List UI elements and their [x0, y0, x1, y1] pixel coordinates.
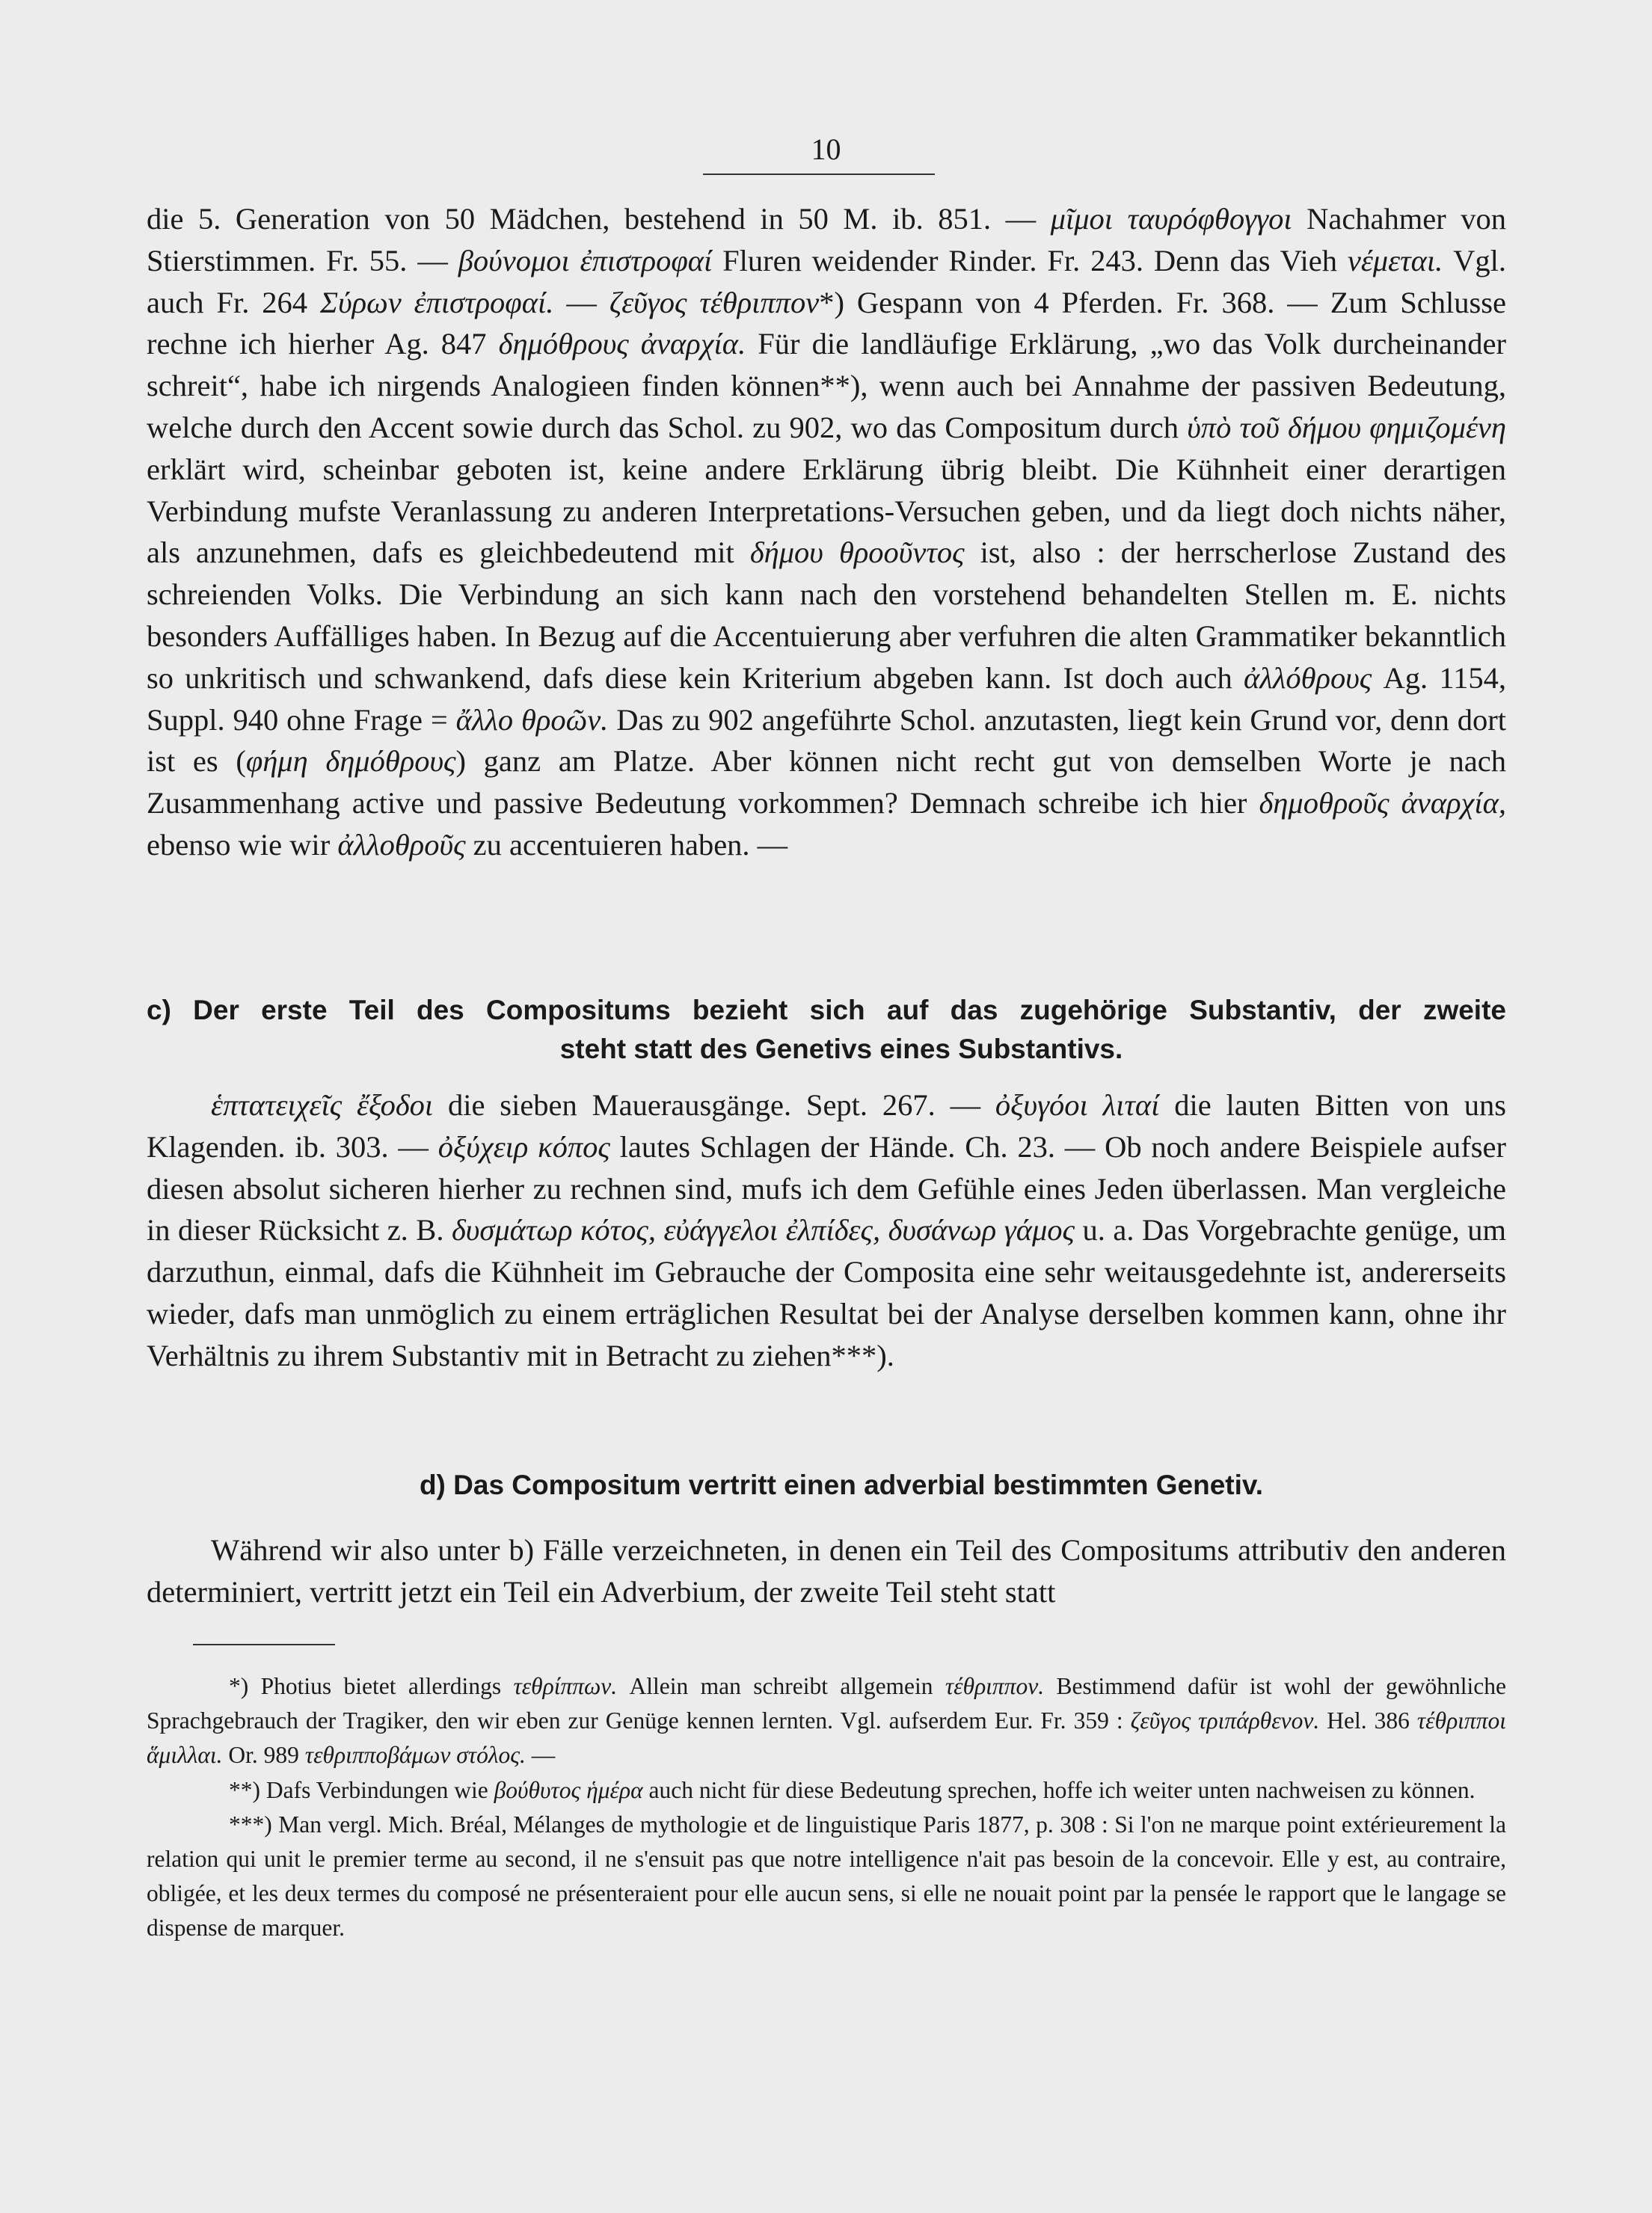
text-run: zu accentuieren haben. —	[465, 827, 788, 862]
greek-text: Σύρων ἐπιστροφαί.	[320, 285, 554, 319]
greek-text: φήμη δημόθρους	[245, 744, 456, 779]
text-run: u. a. Das Vorgebrachte genüge, um darzuthun, einmal, dafs die Kühnheit im Gebrauche der Composita eine sehr weitausgedehnte ist, andererseits wieder, dafs man unmöglich zu einem erträglichen Resultat bei der Analyse derselben kommen kann, ohne ihr Verhältnis zu ihrem Substantiv mit in Betracht zu ziehen***).	[147, 1213, 1506, 1372]
greek-text: ὀξυγόοι λιταί	[995, 1088, 1160, 1122]
text-run: die sieben Mauerausgänge. Sept. 267. —	[433, 1088, 995, 1122]
text-run: ebenso wie wir	[147, 827, 338, 862]
page-number: 10	[811, 132, 841, 166]
greek-text: ὑπὸ τοῦ δήμου φημιζομένη	[1187, 410, 1506, 444]
text-run: lautes Schlagen der Hände. Ch. 23. — Ob noch andere Beispiele aufser diesen absolut sicheren hierher zu rechnen sind, mufs ich dem Gefühle eines Jeden überlassen. Man vergleiche in dieser Rücksicht z. B.	[147, 1129, 1506, 1247]
section-heading-c	[147, 991, 1506, 1069]
text-run: *) Gespann von 4 Pferden. Fr. 368. — Zum Schlusse rechne ich hierher Ag. 847	[147, 285, 1506, 361]
greek-text: ἀλλοθροῦς	[337, 827, 466, 862]
greek-text: μῖμοι ταυρόφθογγοι	[1050, 202, 1292, 236]
greek-text: δημόθρους ἀναρχία.	[498, 327, 746, 361]
text-run: die lauten Bitten von uns Klagenden. ib. 303. —	[147, 1088, 1506, 1164]
text-run: Ag. 1154, Suppl. 940 ohne Frage =	[147, 660, 1507, 737]
section-heading-d: d) Das Compositum vertritt einen adverbial bestimmten Genetiv.	[419, 1470, 1264, 1500]
greek-text: ἄλλο θροῶν.	[455, 702, 609, 737]
text-run: erklärt wird, scheinbar geboten ist, keine andere Erklärung übrig bleibt. Die Kühnheit einer derartigen Verbindung mufste Veranlassung zu anderen Interpretations-Versuchen geben, und da liegt doch nichts näher, als anzunehmen, dafs es gleichbedeutend mit	[147, 452, 1506, 570]
paragraph-2	[147, 1084, 1506, 1377]
text-run: **) Dafs Verbindungen wie	[229, 1776, 494, 1803]
text-run: *) Photius bietet allerdings	[229, 1673, 514, 1699]
greek-text: ἑπτατειχεῖς ἔξοδοι	[211, 1088, 434, 1122]
text-run: —	[525, 1742, 556, 1769]
paragraph-1	[147, 198, 1506, 866]
text-run: ) ganz am Platze. Aber können nicht recht gut von demselben Worte je nach Zusammenhang active und passive Bedeutung vorkommen? Demnach schreibe ich hier	[147, 744, 1506, 820]
text-run: —	[553, 285, 609, 319]
text-run: Allein man schreibt allgemein	[617, 1673, 945, 1699]
greek-text: τέθριπποι ἅμιλλαι.	[147, 1707, 1507, 1769]
footnote-2	[147, 1773, 1506, 1808]
greek-text: δυσμάτωρ κότος, εὐάγγελοι ἐλπίδες, δυσάνωρ γάμος	[451, 1213, 1075, 1247]
text-run: Bestimmend dafür ist wohl der gewöhnliche Sprachgebrauch der Tragiker, den wir eben zur Genüge kennen lernten. Vgl. aufserdem Eur. Fr. 359 :	[147, 1673, 1506, 1734]
greek-text: τεθρίππων.	[513, 1673, 618, 1699]
footnote-1	[147, 1669, 1506, 1773]
text-run: Fluren weidender Rinder. Fr. 243. Denn das Vieh	[712, 243, 1348, 277]
text-run: ist, also : der herrscherlose Zustand des schreienden Volks. Die Verbindung an sich kann nach den vorstehend behandelten Stellen m. E. nichts besonders Auffälliges haben. In Bezug auf die Accentuierung aber verfuhren die alten Grammatiker bekanntlich so unkritisch und schwankend, dafs diese kein Kriterium abgeben kann. Ist doch auch	[147, 535, 1506, 695]
heading-line-1: c) Der erste Teil des Compositums bezieht sich auf das zugehörige Substantiv, der zweite	[147, 995, 1506, 1025]
greek-text: ἀλλόθρους	[1244, 660, 1372, 695]
greek-text: τέθριππον.	[945, 1673, 1045, 1699]
text-run: Für die landläufige Erklärung, „wo das Volk durcheinander schreit“, habe ich nirgends Analogieen finden können**), wenn auch bei Annahme der passiven Bedeutung, welche durch den Accent sowie durch das Schol. zu 902, wo das Compositum durch	[147, 327, 1506, 444]
greek-text: δημοθροῦς ἀναρχία,	[1259, 786, 1506, 820]
text-run: Vgl. auch Fr. 264	[147, 243, 1507, 319]
text-run: Während wir also unter b) Fälle verzeichneten, in denen ein Teil des Compositums attributiv den anderen determiniert, vertritt jetzt ein Teil ein Adverbium, der zweite Teil steht statt	[147, 1533, 1506, 1609]
greek-text: δήμου θροοῦντος	[749, 535, 965, 570]
greek-text: βούθυτος ἡμέρα	[494, 1776, 643, 1803]
greek-text: τεθριπποβάμων στόλος.	[304, 1742, 526, 1769]
heading-line-2: steht statt des Genetivs eines Substantivs.	[559, 1034, 1123, 1064]
footnote-rule	[193, 1644, 335, 1645]
text-run: Hel. 386	[1319, 1707, 1417, 1734]
greek-text: νέμεται.	[1347, 243, 1443, 277]
footnotes	[147, 1669, 1506, 1946]
greek-text: βούνομοι ἐπιστροφαί	[458, 243, 713, 277]
greek-text: ὀξύχειρ κόπος	[437, 1129, 610, 1164]
text-run: Or. 989	[222, 1742, 305, 1769]
header-rule	[703, 174, 935, 175]
text-run: die 5. Generation von 50 Mädchen, bestehend in 50 M. ib. 851. —	[147, 202, 1051, 236]
text-run: auch nicht für diese Bedeutung sprechen, hoffe ich weiter unten nachweisen zu können.	[642, 1776, 1476, 1803]
text-run: Nachahmer von Stierstimmen. Fr. 55. —	[147, 202, 1507, 277]
greek-text: ζεῦγος τέθριππον	[609, 285, 820, 319]
greek-text: ζεῦγος τριπάρθενον.	[1130, 1707, 1320, 1734]
footnote-3: ***) Man vergl. Mich. Bréal, Mélanges de mythologie et de linguistique Paris 1877, p. 308 : Si l'on ne marque point extérieurement la relation qui unit le premier terme au second, il ne s'ensuit pas que notre intelligence n'ait pas besoin de la concevoir. Elle y est, au contraire, obligée, et les deux termes du composé ne présenteraient pour elle aucun sens, si elle ne nouait point par la pensée le rapport que le langage se dispense de marquer.	[147, 1811, 1506, 1942]
paragraph-3	[147, 1529, 1506, 1613]
text-run: Das zu 902 angeführte Schol. anzutasten, liegt kein Grund vor, denn dort ist es (	[147, 702, 1506, 779]
